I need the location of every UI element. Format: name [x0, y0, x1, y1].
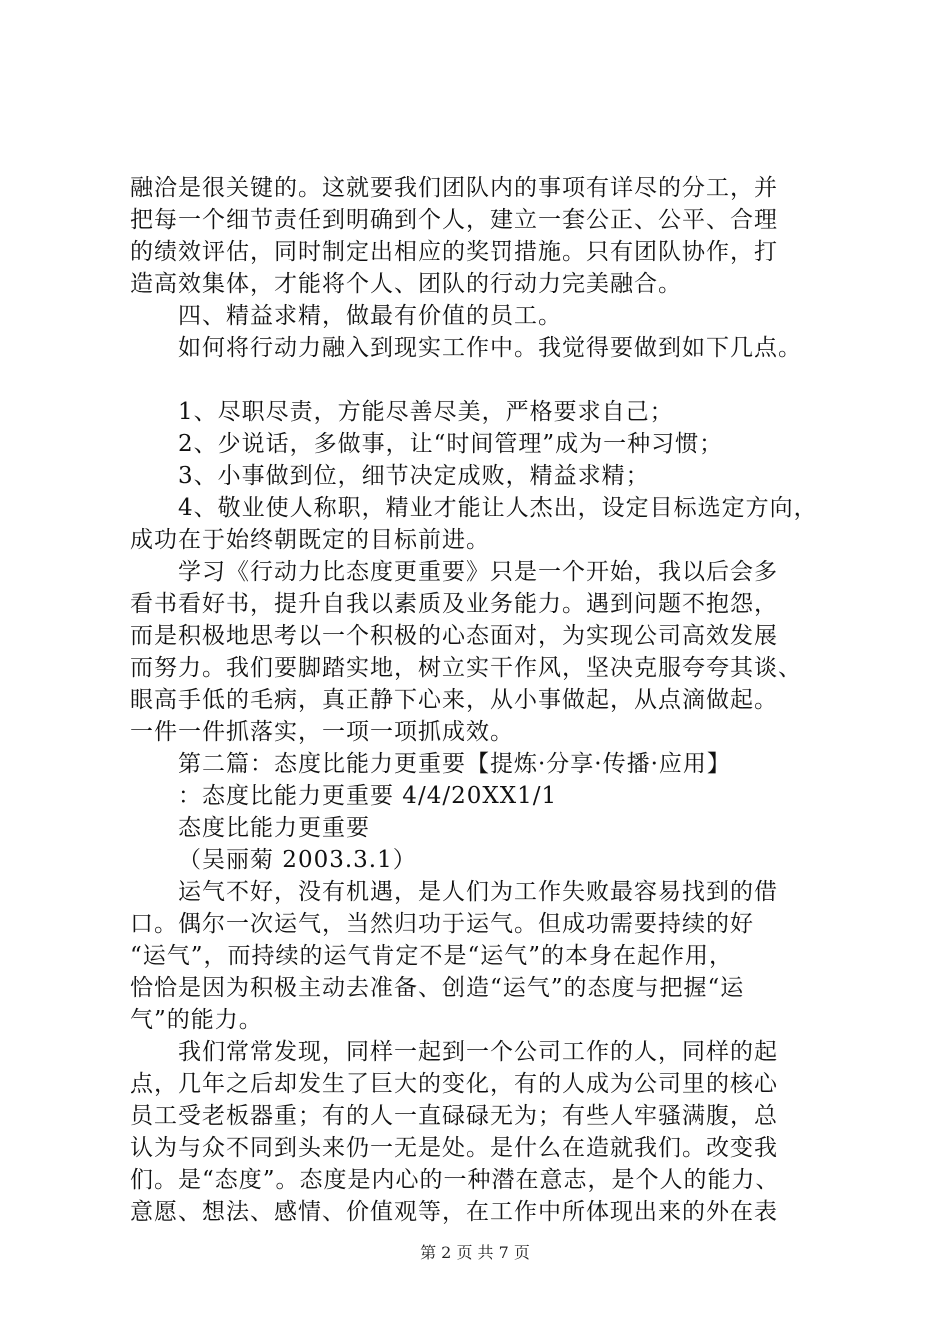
text-line: 口。偶尔一次运气，当然归功于运气。但成功需要持续的好 [130, 911, 754, 937]
text-line: 认为与众不同到头来仍一无是处。是什么在造就我们。改变我 [130, 1135, 778, 1161]
text-line: 2、少说话，多做事，让“时间管理”成为一种习惯； [178, 431, 724, 457]
text-line: 看书看好书，提升自我以素质及业务能力。遇到问题不抱怨， [130, 591, 778, 617]
text-line: 而努力。我们要脚踏实地，树立实干作风，坚决克服夸夸其谈、 [130, 655, 802, 681]
document-body [130, 172, 830, 1228]
text-line: “运气”，而持续的运气肯定不是“运气”的本身在起作用， [130, 943, 734, 969]
text-line: 点，几年之后却发生了巨大的变化，有的人成为公司里的核心 [130, 1071, 778, 1097]
text-line: 的绩效评估，同时制定出相应的奖罚措施。只有团队协作，打 [130, 239, 778, 265]
text-line: 学习《行动力比态度更重要》只是一个开始，我以后会多 [178, 559, 778, 585]
text-line: 融洽是很关键的。这就要我们团队内的事项有详尽的分工，并 [130, 175, 778, 201]
text-line: 如何将行动力融入到现实工作中。我觉得要做到如下几点。 [178, 335, 802, 361]
text-line: 气”的能力。 [130, 1007, 263, 1033]
text-line: 态度比能力更重要 [178, 815, 370, 841]
text-line: 四、精益求精，做最有价值的员工。 [178, 303, 562, 329]
text-line: 而是积极地思考以一个积极的心态面对，为实现公司高效发展 [130, 623, 778, 649]
text-line: 眼高手低的毛病，真正静下心来，从小事做起，从点滴做起。 [130, 687, 778, 713]
blank-line [130, 364, 830, 396]
text-line: 把每一个细节责任到明确到个人，建立一套公正、公平、合理 [130, 207, 778, 233]
text-line: ：态度比能力更重要 4/4/20XX1/1 [178, 783, 558, 809]
text-line: （吴丽菊 2003.3.1） [178, 847, 417, 873]
text-line: 意愿、想法、感情、价值观等，在工作中所体现出来的外在表 [130, 1199, 778, 1225]
text-line: 成功在于始终朝既定的目标前进。 [130, 527, 490, 553]
text-line: 运气不好，没有机遇，是人们为工作失败最容易找到的借 [178, 879, 778, 905]
text-line: 我们常常发现，同样一起到一个公司工作的人，同样的起 [178, 1039, 778, 1065]
text-line: 一件一件抓落实，一项一项抓成效。 [130, 719, 514, 745]
text-line: 造高效集体，才能将个人、团队的行动力完美融合。 [130, 271, 682, 297]
text-line: 恰恰是因为积极主动去准备、创造“运气”的态度与把握“运 [130, 975, 745, 1001]
page-footer: 第 2 页 共 7 页 [420, 1243, 530, 1262]
text-line: 员工受老板器重；有的人一直碌碌无为；有些人牢骚满腹，总 [130, 1103, 778, 1129]
text-line: 4、敬业使人称职，精业才能让人杰出，设定目标选定方向， [178, 495, 818, 521]
text-line: 3、小事做到位，细节决定成败，精益求精； [178, 463, 650, 489]
text-line: 第二篇：态度比能力更重要【提炼·分享·传播·应用】 [178, 751, 731, 777]
text-line: 们。是“态度”。态度是内心的一种潜在意志，是个人的能力、 [130, 1167, 780, 1193]
text-line: 1、尽职尽责，方能尽善尽美，严格要求自己； [178, 399, 674, 425]
